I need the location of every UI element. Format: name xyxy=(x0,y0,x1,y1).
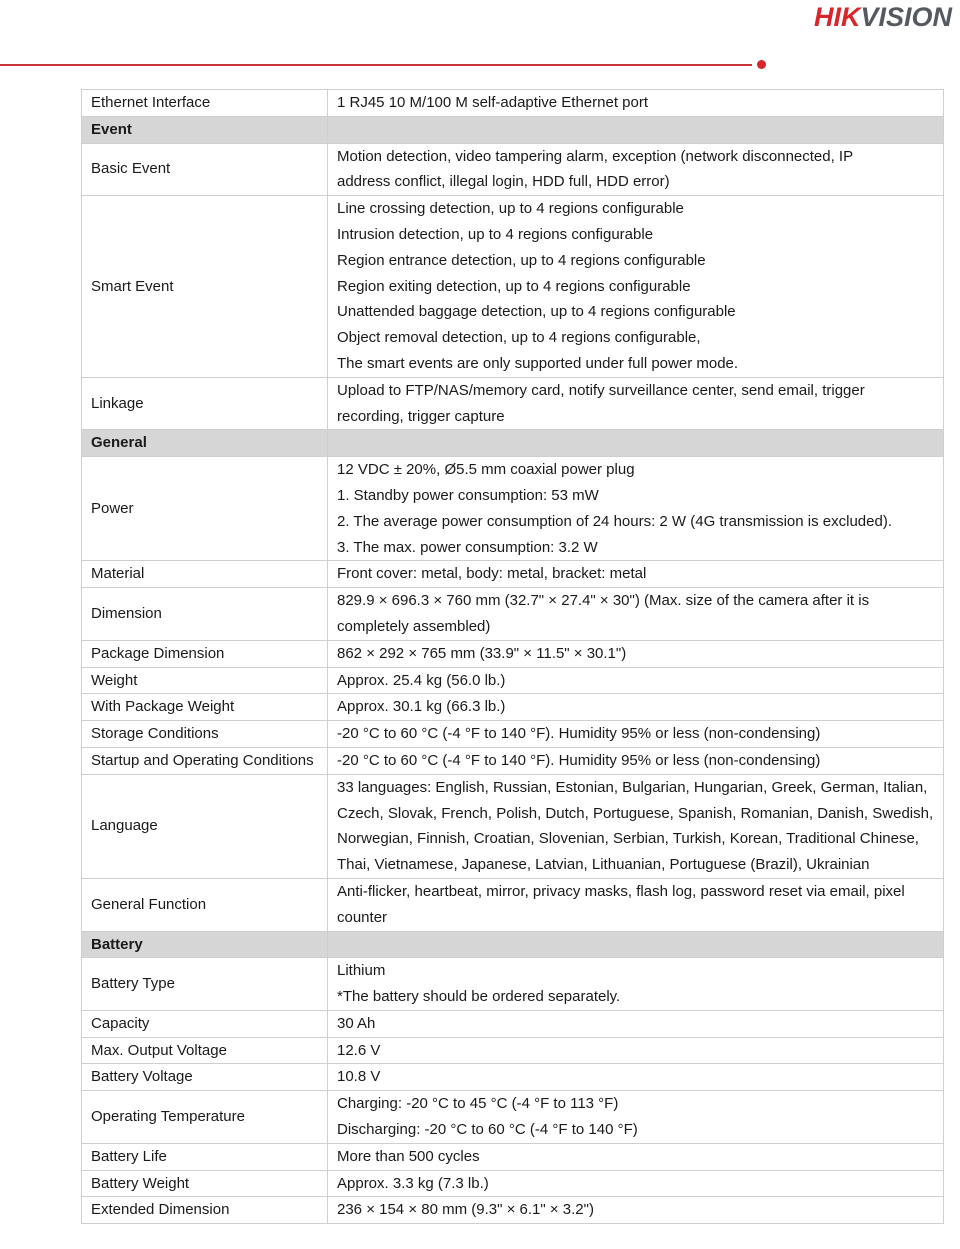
spec-value xyxy=(328,694,944,721)
spec-label: Language xyxy=(82,774,328,878)
spec-value-line: 30 Ah xyxy=(337,1014,376,1032)
spec-value xyxy=(328,1010,944,1037)
spec-label: Battery Life xyxy=(82,1143,328,1170)
spec-label: Operating Temperature xyxy=(82,1091,328,1144)
logo-part-1: HIK xyxy=(813,2,861,32)
section-filler xyxy=(328,430,944,457)
spec-value-line: Front cover: metal, body: metal, bracket: metal xyxy=(337,565,647,583)
spec-value-line: Approx. 25.4 kg (56.0 lb.) xyxy=(337,671,506,689)
spec-value-line: Object removal detection, up to 4 regions configurable, xyxy=(337,329,701,347)
spec-row xyxy=(82,457,944,561)
spec-label: Battery Type xyxy=(82,958,328,1011)
spec-value xyxy=(328,878,944,931)
spec-value-line: The smart events are only supported under full power mode. xyxy=(337,354,739,372)
spec-value xyxy=(328,1143,944,1170)
spec-value-line: Lithium xyxy=(337,962,386,980)
spec-label: General Function xyxy=(82,878,328,931)
spec-value xyxy=(328,747,944,774)
spec-label: Power xyxy=(82,457,328,561)
spec-value-line: Line crossing detection, up to 4 regions configurable xyxy=(337,200,684,218)
spec-label: Package Dimension xyxy=(82,640,328,667)
spec-value xyxy=(328,377,944,430)
spec-row xyxy=(82,1064,944,1091)
spec-value-line: 236 × 154 × 80 mm (9.3" × 6.1" × 3.2") xyxy=(337,1201,594,1219)
spec-value-line: 3. The max. power consumption: 3.2 W xyxy=(337,538,598,556)
spec-value xyxy=(328,1037,944,1064)
spec-row xyxy=(82,958,944,1011)
spec-value xyxy=(328,958,944,1011)
spec-value-line: 829.9 × 696.3 × 760 mm (32.7" × 27.4" × 30") (Max. size of the camera after it is xyxy=(337,592,870,610)
spec-value xyxy=(328,561,944,588)
spec-row xyxy=(82,90,944,117)
header-rule xyxy=(0,64,752,66)
spec-row xyxy=(82,747,944,774)
spec-label: Weight xyxy=(82,667,328,694)
spec-value-line: -20 °C to 60 °C (-4 °F to 140 °F). Humidity 95% or less (non-condensing) xyxy=(337,751,821,769)
spec-value-line: completely assembled) xyxy=(337,617,491,635)
section-title: Battery xyxy=(82,931,328,958)
spec-label: Material xyxy=(82,561,328,588)
spec-row xyxy=(82,588,944,641)
spec-value-line: Charging: -20 °C to 45 °C (-4 °F to 113 °F) xyxy=(337,1095,619,1113)
spec-row xyxy=(82,1037,944,1064)
spec-value xyxy=(328,588,944,641)
spec-value-line: 1. Standby power consumption: 53 mW xyxy=(337,486,599,504)
section-header-row xyxy=(82,430,944,457)
spec-value-line: Czech, Slovak, French, Polish, Dutch, Portuguese, Spanish, Romanian, Danish, Swedish, xyxy=(337,804,934,822)
spec-label: Max. Output Voltage xyxy=(82,1037,328,1064)
section-header-row xyxy=(82,931,944,958)
spec-value-line: Anti-flicker, heartbeat, mirror, privacy masks, flash log, password reset via email, pixel xyxy=(337,882,905,900)
spec-row xyxy=(82,561,944,588)
spec-row xyxy=(82,143,944,196)
spec-label: Capacity xyxy=(82,1010,328,1037)
spec-row xyxy=(82,667,944,694)
spec-row xyxy=(82,694,944,721)
spec-row xyxy=(82,1091,944,1144)
spec-value xyxy=(328,1091,944,1144)
spec-row xyxy=(82,774,944,878)
spec-value-line: Intrusion detection, up to 4 regions configurable xyxy=(337,225,654,243)
spec-value xyxy=(328,640,944,667)
spec-value xyxy=(328,667,944,694)
spec-value xyxy=(328,1170,944,1197)
spec-label: Battery Voltage xyxy=(82,1064,328,1091)
spec-value-line: recording, trigger capture xyxy=(337,407,505,425)
spec-row xyxy=(82,196,944,378)
spec-value-line: 12.6 V xyxy=(337,1041,381,1059)
spec-value-line: Discharging: -20 °C to 60 °C (-4 °F to 140 °F) xyxy=(337,1121,638,1139)
spec-value-line: Approx. 30.1 kg (66.3 lb.) xyxy=(337,698,506,716)
spec-value-line: *The battery should be ordered separately. xyxy=(337,988,621,1006)
spec-row xyxy=(82,721,944,748)
section-filler xyxy=(328,116,944,143)
spec-value xyxy=(328,1064,944,1091)
spec-value-line: 10.8 V xyxy=(337,1068,381,1086)
spec-value-line: Thai, Vietnamese, Japanese, Latvian, Lithuanian, Portuguese (Brazil), Ukrainian xyxy=(337,856,870,874)
spec-label: Smart Event xyxy=(82,196,328,378)
spec-row xyxy=(82,1143,944,1170)
section-filler xyxy=(328,931,944,958)
spec-row xyxy=(82,377,944,430)
spec-label: Storage Conditions xyxy=(82,721,328,748)
spec-value-line: Upload to FTP/NAS/memory card, notify surveillance center, send email, trigger xyxy=(337,381,865,399)
spec-label: Extended Dimension xyxy=(82,1197,328,1224)
spec-label: Battery Weight xyxy=(82,1170,328,1197)
spec-value-line: Approx. 3.3 kg (7.3 lb.) xyxy=(337,1174,489,1192)
spec-value-line: address conflict, illegal login, HDD full, HDD error) xyxy=(337,173,670,191)
logo-part-2: VISION xyxy=(860,2,952,32)
spec-value xyxy=(328,196,944,378)
spec-row xyxy=(82,878,944,931)
section-title: General xyxy=(82,430,328,457)
spec-row xyxy=(82,1010,944,1037)
spec-value xyxy=(328,457,944,561)
header-rule-dot xyxy=(757,60,766,69)
spec-value-line: 12 VDC ± 20%, Ø5.5 mm coaxial power plug xyxy=(337,461,635,479)
spec-label: Startup and Operating Conditions xyxy=(82,747,328,774)
spec-value-line: -20 °C to 60 °C (-4 °F to 140 °F). Humidity 95% or less (non-condensing) xyxy=(337,725,821,743)
spec-row xyxy=(82,640,944,667)
spec-label: Linkage xyxy=(82,377,328,430)
specification-table xyxy=(81,89,944,1224)
hikvision-logo xyxy=(814,2,952,33)
spec-value xyxy=(328,143,944,196)
spec-value-line: Region entrance detection, up to 4 regions configurable xyxy=(337,251,706,269)
spec-value xyxy=(328,721,944,748)
spec-value-line: Unattended baggage detection, up to 4 regions configurable xyxy=(337,303,736,321)
spec-label: Ethernet Interface xyxy=(82,90,328,117)
section-title: Event xyxy=(82,116,328,143)
spec-value-line: 33 languages: English, Russian, Estonian, Bulgarian, Hungarian, Greek, German, Italian, xyxy=(337,778,928,796)
spec-label: With Package Weight xyxy=(82,694,328,721)
spec-label: Basic Event xyxy=(82,143,328,196)
spec-value xyxy=(328,90,944,117)
spec-value xyxy=(328,1197,944,1224)
spec-value-line: 1 RJ45 10 M/100 M self-adaptive Ethernet port xyxy=(337,94,649,111)
section-header-row xyxy=(82,116,944,143)
spec-value xyxy=(328,774,944,878)
spec-label: Dimension xyxy=(82,588,328,641)
spec-value-line: More than 500 cycles xyxy=(337,1147,480,1165)
spec-row xyxy=(82,1170,944,1197)
spec-value-line: Region exiting detection, up to 4 regions configurable xyxy=(337,277,691,295)
spec-value-line: Norwegian, Finnish, Croatian, Slovenian, Serbian, Turkish, Korean, Traditional Chinese, xyxy=(337,830,919,848)
specification-table-body xyxy=(82,90,944,1224)
spec-value-line: 2. The average power consumption of 24 hours: 2 W (4G transmission is excluded). xyxy=(337,512,892,530)
spec-value-line: 862 × 292 × 765 mm (33.9" × 11.5" × 30.1") xyxy=(337,644,627,662)
spec-value-line: Motion detection, video tampering alarm, exception (network disconnected, IP xyxy=(337,147,854,165)
spec-row xyxy=(82,1197,944,1224)
spec-value-line: counter xyxy=(337,908,388,926)
